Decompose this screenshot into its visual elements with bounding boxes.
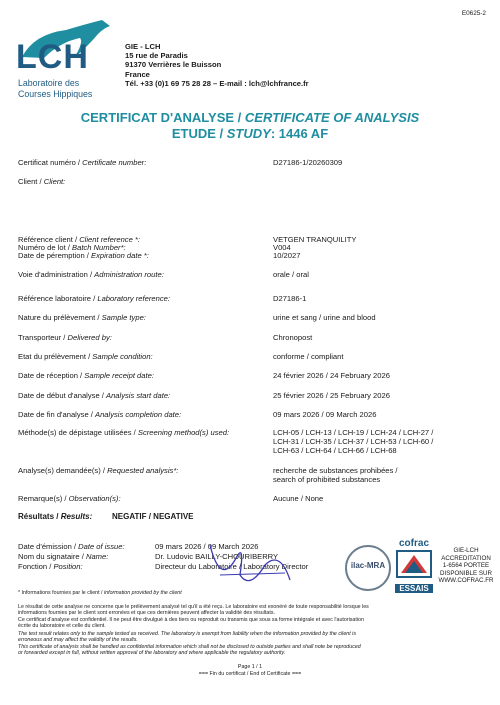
cofrac-mark-icon	[395, 549, 433, 579]
study-fr: ETUDE /	[171, 126, 227, 141]
issue-date-label-fr: Date d'émission /	[18, 542, 79, 551]
field-label	[18, 177, 65, 186]
field-label-en: Analysis start date:	[106, 391, 171, 400]
ilac-logo	[345, 545, 391, 591]
accred-line-5: WWW.COFRAC.FR	[438, 577, 494, 584]
signatory-label	[18, 552, 108, 561]
study-en: STUDY	[226, 126, 271, 141]
accred-line-1: GIE-LCH	[453, 547, 479, 554]
field-label-fr: Client /	[18, 177, 44, 186]
results-label-en: Results:	[60, 512, 93, 521]
position-label-en: Position:	[53, 562, 83, 571]
org-address-line-3: France	[125, 69, 150, 79]
field-label	[18, 158, 146, 167]
field-label-en: Delivered by:	[67, 333, 112, 342]
lch-logo	[14, 12, 134, 107]
field-label-en: Requested analysis*:	[107, 466, 179, 475]
field-label	[18, 410, 181, 419]
field-label-fr: Nature du prélèvement /	[18, 313, 102, 322]
field-value: LCH-63 / LCH-64 / LCH-66 / LCH-68	[273, 446, 397, 455]
disclaimer-fr-line: informations fournies par le client sont erronées et que ces dernières peuvent affecter la validité des résultats.	[18, 610, 275, 617]
field-label-fr: Voie d'administration /	[18, 270, 95, 279]
field-label-fr: Méthode(s) de dépistage utilisées /	[18, 428, 138, 437]
field-value: 09 mars 2026 / 09 March 2026	[273, 410, 377, 419]
footnote-en: information provided by the client	[103, 590, 182, 596]
field-value: Aucune / None	[273, 494, 324, 503]
field-label-fr: Référence laboratoire /	[18, 294, 98, 303]
field-value: VETGEN TRANQUILITY	[273, 235, 357, 244]
signatory-value: Dr. Ludovic BAILLY-CHOURIBERRY	[155, 552, 279, 561]
disclaimer-fr	[18, 604, 488, 630]
footnote	[18, 590, 182, 596]
field-label	[18, 371, 154, 380]
field-label-fr: Date de fin d'analyse /	[18, 410, 96, 419]
study-title	[0, 126, 500, 141]
certificate-title	[0, 110, 500, 125]
field-label	[18, 466, 178, 475]
issue-date-label	[18, 542, 125, 551]
field-label	[18, 333, 112, 342]
field-value: V004	[273, 243, 291, 252]
org-contact: Tél. +33 (0)1 69 75 28 28 – E-mail : lch@lchfrance.fr	[125, 78, 309, 88]
position-label	[18, 562, 83, 571]
title-fr: CERTIFICAT D'ANALYSE /	[80, 110, 245, 125]
results-row	[18, 512, 92, 521]
field-value: 10/2027	[273, 251, 301, 260]
ilac-logo-text: ilac-MRA	[350, 561, 386, 570]
field-value: orale / oral	[273, 270, 309, 279]
accred-line-3: 1-6564 PORTEE	[442, 562, 490, 569]
accreditation-text	[438, 547, 494, 585]
field-label-fr: Analyse(s) demandée(s) /	[18, 466, 108, 475]
field-value: search of prohibited substances	[273, 475, 381, 484]
footnote-fr: * Informations fournies par le client /	[18, 590, 104, 596]
field-label-en: Client reference *:	[79, 235, 140, 244]
results-label-fr: Résultats /	[18, 512, 61, 521]
org-address-line-2: 91370 Verrières le Buisson	[125, 60, 222, 70]
field-label-en: Laboratory reference:	[97, 294, 170, 303]
disclaimer-en	[18, 631, 488, 657]
field-label-en: Sample receipt date:	[84, 371, 154, 380]
field-label	[18, 391, 170, 400]
field-label-en: Screening method(s) used:	[137, 428, 230, 437]
field-label-en: Certificate number:	[82, 158, 147, 167]
field-value: conforme / compliant	[273, 352, 344, 361]
field-value: LCH-31 / LCH-35 / LCH-37 / LCH-53 / LCH-60 /	[273, 437, 434, 446]
signatory-label-fr: Nom du signataire /	[18, 552, 86, 561]
field-label-fr: Transporteur /	[18, 333, 68, 342]
field-label-fr: Numéro de lot /	[18, 243, 73, 252]
field-value: LCH-05 / LCH-13 / LCH-19 / LCH-24 / LCH-27 /	[273, 428, 434, 437]
field-value: D27186-1	[273, 294, 307, 303]
field-label-en: Analysis completion date:	[95, 410, 182, 419]
field-value: D27186-1/20260309	[273, 158, 343, 167]
results-value: NEGATIF / NEGATIVE	[112, 512, 194, 521]
field-label	[18, 270, 164, 279]
issue-date-value: 09 mars 2026 / 09 March 2026	[155, 542, 259, 551]
field-label-fr: Référence client /	[18, 235, 80, 244]
field-label-fr: Remarque(s) /	[18, 494, 69, 503]
field-label	[18, 251, 149, 260]
field-label-en: Observation(s):	[68, 494, 121, 503]
end-of-certificate: === Fin du certificat / End of Certificate ===	[198, 671, 302, 677]
signatory-label-en: Name:	[85, 552, 109, 561]
field-label	[18, 494, 121, 503]
disclaimer-en-line: The test result relates only to the sample tested as received. The laboratory is exempt from liability when the information provided by the client is	[18, 631, 356, 637]
issue-date-label-en: Date of issue:	[78, 542, 125, 551]
field-label-fr: Date de réception /	[18, 371, 85, 380]
field-label-en: Sample condition:	[92, 352, 153, 361]
field-label-fr: Certificat numéro /	[18, 158, 83, 167]
disclaimer-en-line: erroneous and may affect the validity of the results.	[18, 637, 138, 644]
field-value: 25 février 2026 / 25 February 2026	[273, 391, 390, 400]
disclaimer-en-line: or forwarded except in full, without written approval of the laboratory and where applicable the regulatory authority.	[18, 650, 286, 657]
essais-label: ESSAIS	[395, 584, 433, 593]
page-number: Page 1 / 1	[237, 664, 263, 670]
disclaimer-fr-line: écrite du laboratoire et celle du client.	[18, 623, 106, 630]
disclaimer-fr-line: Ce certificat d'analyse est confidentiel. Il ne peut être divulgué à des tiers ou reproduit ou transmis que sous sa forme intégrale et avec l'autorisation	[18, 616, 364, 623]
position-value: Directeur du Laboratoire / Laboratory Director	[155, 562, 309, 571]
field-label	[18, 294, 170, 303]
field-label-fr: Etat du prélèvement /	[18, 352, 93, 361]
org-name: GIE - LCH	[125, 42, 161, 51]
field-value: Chronopost	[273, 333, 313, 342]
field-value: urine et sang / urine and blood	[273, 313, 376, 322]
field-label	[18, 313, 146, 322]
logo-subtitle-1: Laboratoire des	[18, 78, 80, 88]
field-label	[18, 428, 229, 437]
signature-stamp	[190, 535, 300, 595]
org-address	[125, 42, 309, 88]
field-value: recherche de substances prohibées /	[273, 466, 398, 475]
field-label-fr: Date de péremption /	[18, 251, 92, 260]
field-label-en: Administration route:	[94, 270, 164, 279]
study-value: : 1446 AF	[270, 126, 329, 141]
accred-line-4: DISPONIBLE SUR	[440, 569, 492, 577]
field-label-en: Batch Number*:	[72, 243, 126, 252]
disclaimer-fr-line: Le résultat de cette analyse ne concerne que le prélèvement analysé tel qu'il a été reçu. Le laboratoire est exonéré de toute responsabilité lorsque les	[18, 604, 369, 610]
cofrac-text: cofrac	[398, 538, 429, 549]
document-reference: E0625-2	[461, 10, 486, 17]
field-label-en: Client:	[43, 177, 66, 186]
accred-line-2: ACCREDITATION	[441, 554, 491, 562]
org-address-line-1: 15 rue de Paradis	[125, 51, 188, 61]
field-label-en: Expiration date *:	[91, 251, 149, 260]
logo-text: LCH	[16, 38, 89, 76]
field-label-fr: Date de début d'analyse /	[18, 391, 106, 400]
cofrac-logo	[392, 538, 436, 593]
title-en: CERTIFICATE OF ANALYSIS	[244, 110, 420, 125]
field-value: 24 février 2026 / 24 February 2026	[273, 371, 390, 380]
disclaimer-en-line: This certificate of analysis shall be handled as confidential information which shall not be disclosed to outside parties and shall note be reproduced	[18, 643, 361, 650]
field-label-en: Sample type:	[101, 313, 146, 322]
position-label-fr: Fonction /	[18, 562, 54, 571]
field-label	[18, 352, 153, 361]
logo-subtitle-2: Courses Hippiques	[18, 89, 93, 99]
